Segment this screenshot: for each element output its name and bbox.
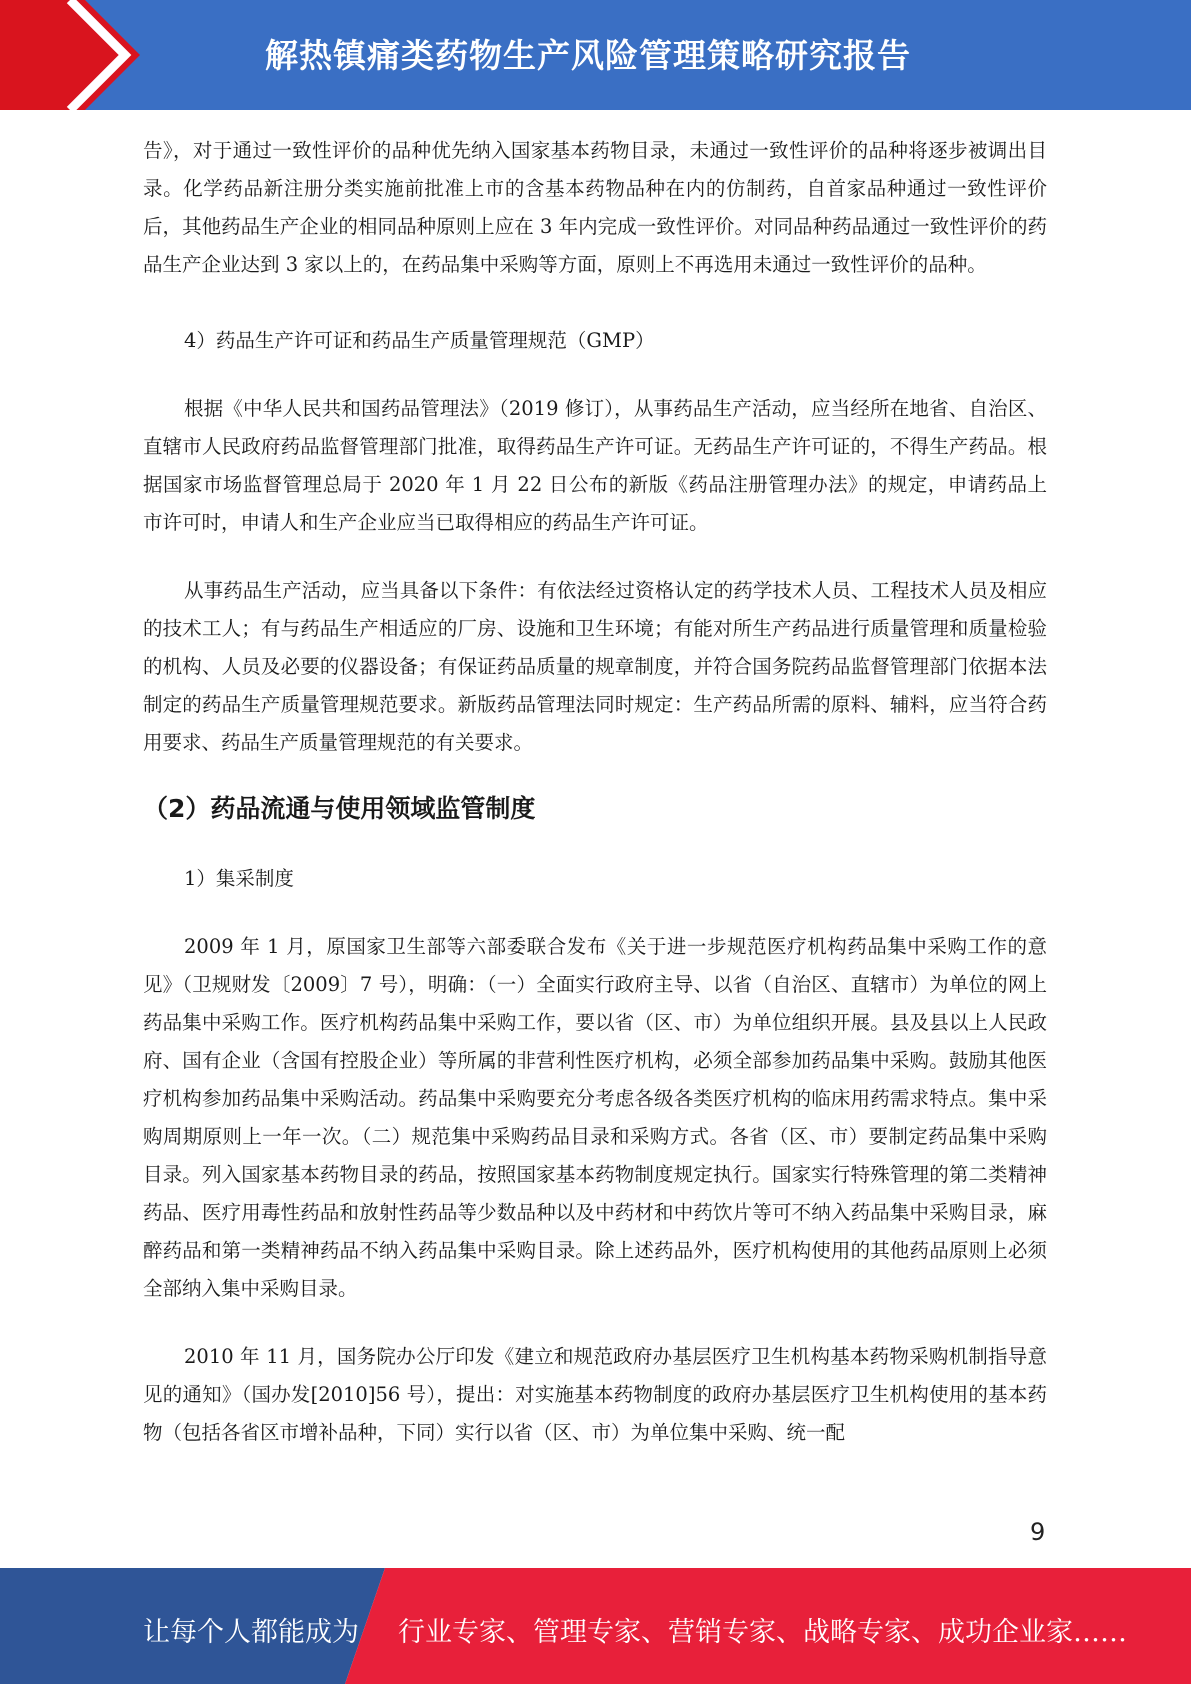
document-body — [143, 132, 1047, 1452]
page-footer — [0, 1568, 1191, 1684]
page-header — [0, 0, 1191, 110]
page-number: 9 — [1030, 1518, 1046, 1546]
paragraph-production-conditions: 从事药品生产活动，应当具备以下条件：有依法经过资格认定的药学技术人员、工程技术人员及相应的技术工人；有与药品生产相适应的厂房、设施和卫生环境；有能对所生产药品进行质量管理和质量检验的机构、人员及必要的仪器设备；有保证药品质量的规章制度，并符合国务院药品监督管理部门依据本法制定的药品生产质量管理规范要求。新版药品管理法同时规定：生产药品所需的原料、辅料，应当符合药用要求、药品生产质量管理规范的有关要求。 — [143, 579, 1047, 754]
subheading-gmp: 4）药品生产许可证和药品生产质量管理规范（GMP） — [184, 329, 655, 352]
section-heading-circulation: （2）药品流通与使用领域监管制度 — [143, 794, 536, 823]
header-arrow-decoration — [0, 0, 150, 110]
report-title: 解热镇痛类药物生产风险管理策略研究报告 — [265, 36, 911, 75]
paragraph-drug-law: 根据《中华人民共和国药品管理法》（2019 修订），从事药品生产活动，应当经所在地省、自治区、直辖市人民政府药品监督管理部门批准，取得药品生产许可证。无药品生产许可证的，不得生产药品。根据国家市场监督管理总局于 2020 年 1 月 22 日公布的新版《药品注册管理办法》的规定，申请药品上市许可时，申请人和生产企业应当已取得相应的药品生产许可证。 — [143, 397, 1047, 534]
subheading-procurement: 1）集采制度 — [184, 867, 294, 890]
paragraph-consistency-evaluation: 告》，对于通过一致性评价的品种优先纳入国家基本药物目录，未通过一致性评价的品种将逐步被调出目录。化学药品新注册分类实施前批准上市的含基本药物品种在内的仿制药，自首家品种通过一致性评价后，其他药品生产企业的相同品种原则上应在 3 年内完成一致性评价。对同品种药品通过一致性评价的药品生产企业达到 3 家以上的，在药品集中采购等方面，原则上不再选用未通过一致性评价的品种。 — [143, 139, 1047, 276]
footer-slogan-right: 行业专家、管理专家、营销专家、战略专家、成功企业家…… — [398, 1617, 1127, 1648]
footer-slogan-left: 让每个人都能成为 — [143, 1617, 359, 1648]
paragraph-procurement-2009: 2009 年 1 月，原国家卫生部等六部委联合发布《关于进一步规范医疗机构药品集中采购工作的意见》（卫规财发〔2009〕7 号），明确：（一）全面实行政府主导、以省（自治区、直辖市）为单位的网上药品集中采购工作。医疗机构药品集中采购工作，要以省（区、市）为单位组织开展。县及县以上人民政府、国有企业（含国有控股企业）等所属的非营利性医疗机构，必须全部参加药品集中采购。鼓励其他医疗机构参加药品集中采购活动。药品集中采购要充分考虑各级各类医疗机构的临床用药需求特点。集中采购周期原则上一年一次。（二）规范集中采购药品目录和采购方式。各省（区、市）要制定药品集中采购目录。列入国家基本药物目录的药品，按照国家基本药物制度规定执行。国家实行特殊管理的第二类精神药品、医疗用毒性药品和放射性药品等少数品种以及中药材和中药饮片等可不纳入药品集中采购目录，麻醉药品和第一类精神药品不纳入药品集中采购目录。除上述药品外，医疗机构使用的其他药品原则上必须全部纳入集中采购目录。 — [143, 935, 1047, 1300]
paragraph-procurement-2010: 2010 年 11 月，国务院办公厅印发《建立和规范政府办基层医疗卫生机构基本药物采购机制指导意见的通知》（国办发[2010]56 号），提出：对实施基本药物制度的政府办基层医疗卫生机构使用的基本药物（包括各省区市增补品种，下同）实行以省（区、市）为单位集中采购、统一配 — [143, 1345, 1047, 1444]
